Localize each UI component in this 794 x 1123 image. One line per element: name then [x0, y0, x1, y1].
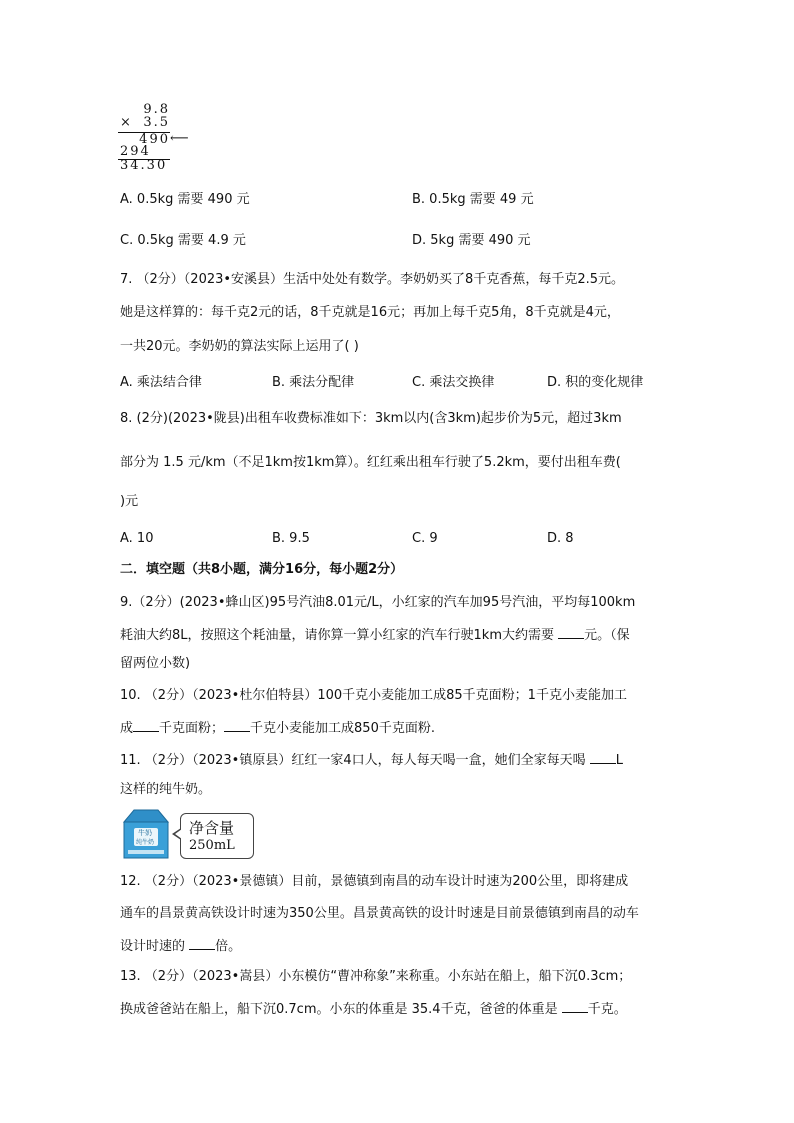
q8-line-3: )元 [120, 494, 139, 509]
q8-line-2: 部分为 1.5 元/km（不足1km按1km算）。红红乘出租车行驶了5.2km，要付出租车费( [120, 455, 621, 470]
calc-multiplier: 3.5 [143, 115, 170, 130]
q10-line-2a: 成 [120, 721, 134, 736]
q13-line-2a: 换成爸爸站在船上，船下沉0.7cm。小东的体重是 35.4千克，爸爸的体重是 [120, 1002, 562, 1017]
q11-answer-blank[interactable] [590, 751, 616, 764]
vertical-multiplication [118, 102, 189, 173]
bubble-net-content-label: 净含量 [189, 819, 235, 837]
q11-line-2: 这样的纯牛奶。 [120, 782, 212, 797]
q8-line-1: 8. (2分)(2023•陇县)出租车收费标准如下：3km以内(含3km)起步价为5元，超过3km [120, 411, 622, 426]
q10-answer-blank-1[interactable] [133, 719, 159, 732]
calc-multiplicand: 9.8 [143, 102, 170, 117]
q6-option-a: A. 0.5kg 需要 490 元 [120, 192, 250, 207]
q9-answer-blank[interactable] [558, 626, 584, 639]
calc-partial-2: 294 [120, 144, 151, 159]
q10-line-2c: 千克小麦能加工成850千克面粉. [250, 721, 435, 736]
q13-line-2b: 千克。 [587, 1002, 627, 1017]
q7-option-b: B. 乘法分配律 [272, 375, 355, 390]
q7-line-2: 她是这样算的：每千克2元的话，8千克就是16元；再加上每千克5角，8千克就是4元， [120, 305, 620, 320]
q10-line-2 [120, 719, 435, 737]
carton-label-1: 牛奶 [138, 829, 152, 837]
q9-line-1: 9.（2分）(2023•蜂山区)95号汽油8.01元/L，小红家的汽车加95号汽油，平均每100km [120, 595, 636, 610]
q12-line-3 [120, 937, 241, 955]
q7-option-a: A. 乘法结合律 [120, 375, 202, 390]
q8-option-b: B. 9.5 [272, 531, 310, 546]
q11-line-1a: 11. （2分）（2023•镇原县）红红一家4口人，每人每天喝一盒，她们全家每天喝 [120, 753, 590, 768]
q12-line-1: 12. （2分）（2023•景德镇）目前，景德镇到南昌的动车设计时速为200公里，即将建成 [120, 874, 629, 889]
net-content-bubble [180, 813, 254, 859]
calc-partial-1: 490 [139, 132, 170, 147]
q8-option-a: A. 10 [120, 531, 154, 546]
q13-line-2 [120, 1000, 627, 1018]
q12-line-3b: 倍。 [215, 939, 242, 954]
q9-line-2a: 耗油大约8L，按照这个耗油量，请你算一算小红家的汽车行驶1km大约需要 [120, 628, 559, 643]
q6-option-b: B. 0.5kg 需要 49 元 [412, 192, 534, 207]
arrow-left-icon: ⟵ [170, 131, 189, 146]
q12-line-3a: 设计时速的 [120, 939, 190, 954]
q12-line-2: 通车的昌景黄高铁设计时速为350公里。昌景黄高铁的设计时速是目前景德镇到南昌的动车 [120, 906, 639, 921]
q6-option-c: C. 0.5kg 需要 4.9 元 [120, 233, 246, 248]
q9-line-3: 留两位小数) [120, 656, 191, 671]
bubble-volume: 250mL [189, 838, 235, 853]
carton-label-2: 纯牛奶 [136, 839, 155, 846]
milk-carton-icon [120, 808, 172, 860]
q13-line-1: 13. （2分）（2023•嵩县）小东模仿“曹冲称象”来称重。小东站在船上，船下沉0.3cm； [120, 969, 632, 984]
q7-line-3: 一共20元。李奶奶的算法实际上运用了( ) [120, 339, 359, 354]
q7-option-c: C. 乘法交换律 [412, 375, 495, 390]
q13-answer-blank[interactable] [562, 1000, 588, 1013]
q7-line-1: 7. （2分）（2023•安溪县）生活中处处有数学。李奶奶买了8千克香蕉，每千克2.5元。 [120, 272, 625, 287]
calc-times-sign: × [120, 115, 131, 130]
q8-option-d: D. 8 [547, 531, 574, 546]
calc-product: 34.30 [120, 158, 168, 173]
q9-line-2b: 元。（保 [584, 628, 630, 643]
q10-answer-blank-2[interactable] [224, 719, 250, 732]
q9-line-2 [120, 626, 630, 644]
q8-option-c: C. 9 [412, 531, 438, 546]
q11-line-1b: L [615, 753, 623, 768]
q6-option-d: D. 5kg 需要 490 元 [412, 233, 531, 248]
section-2-title: 二．填空题（共8小题，满分16分，每小题2分） [120, 562, 404, 577]
q10-line-2b: 千克面粉； [159, 721, 225, 736]
q11-line-1 [120, 751, 623, 769]
q7-option-d: D. 积的变化规律 [547, 375, 644, 390]
q10-line-1: 10. （2分）（2023•杜尔伯特县）100千克小麦能加工成85千克面粉；1千克小麦能加工 [120, 688, 627, 703]
q12-answer-blank[interactable] [189, 937, 215, 950]
